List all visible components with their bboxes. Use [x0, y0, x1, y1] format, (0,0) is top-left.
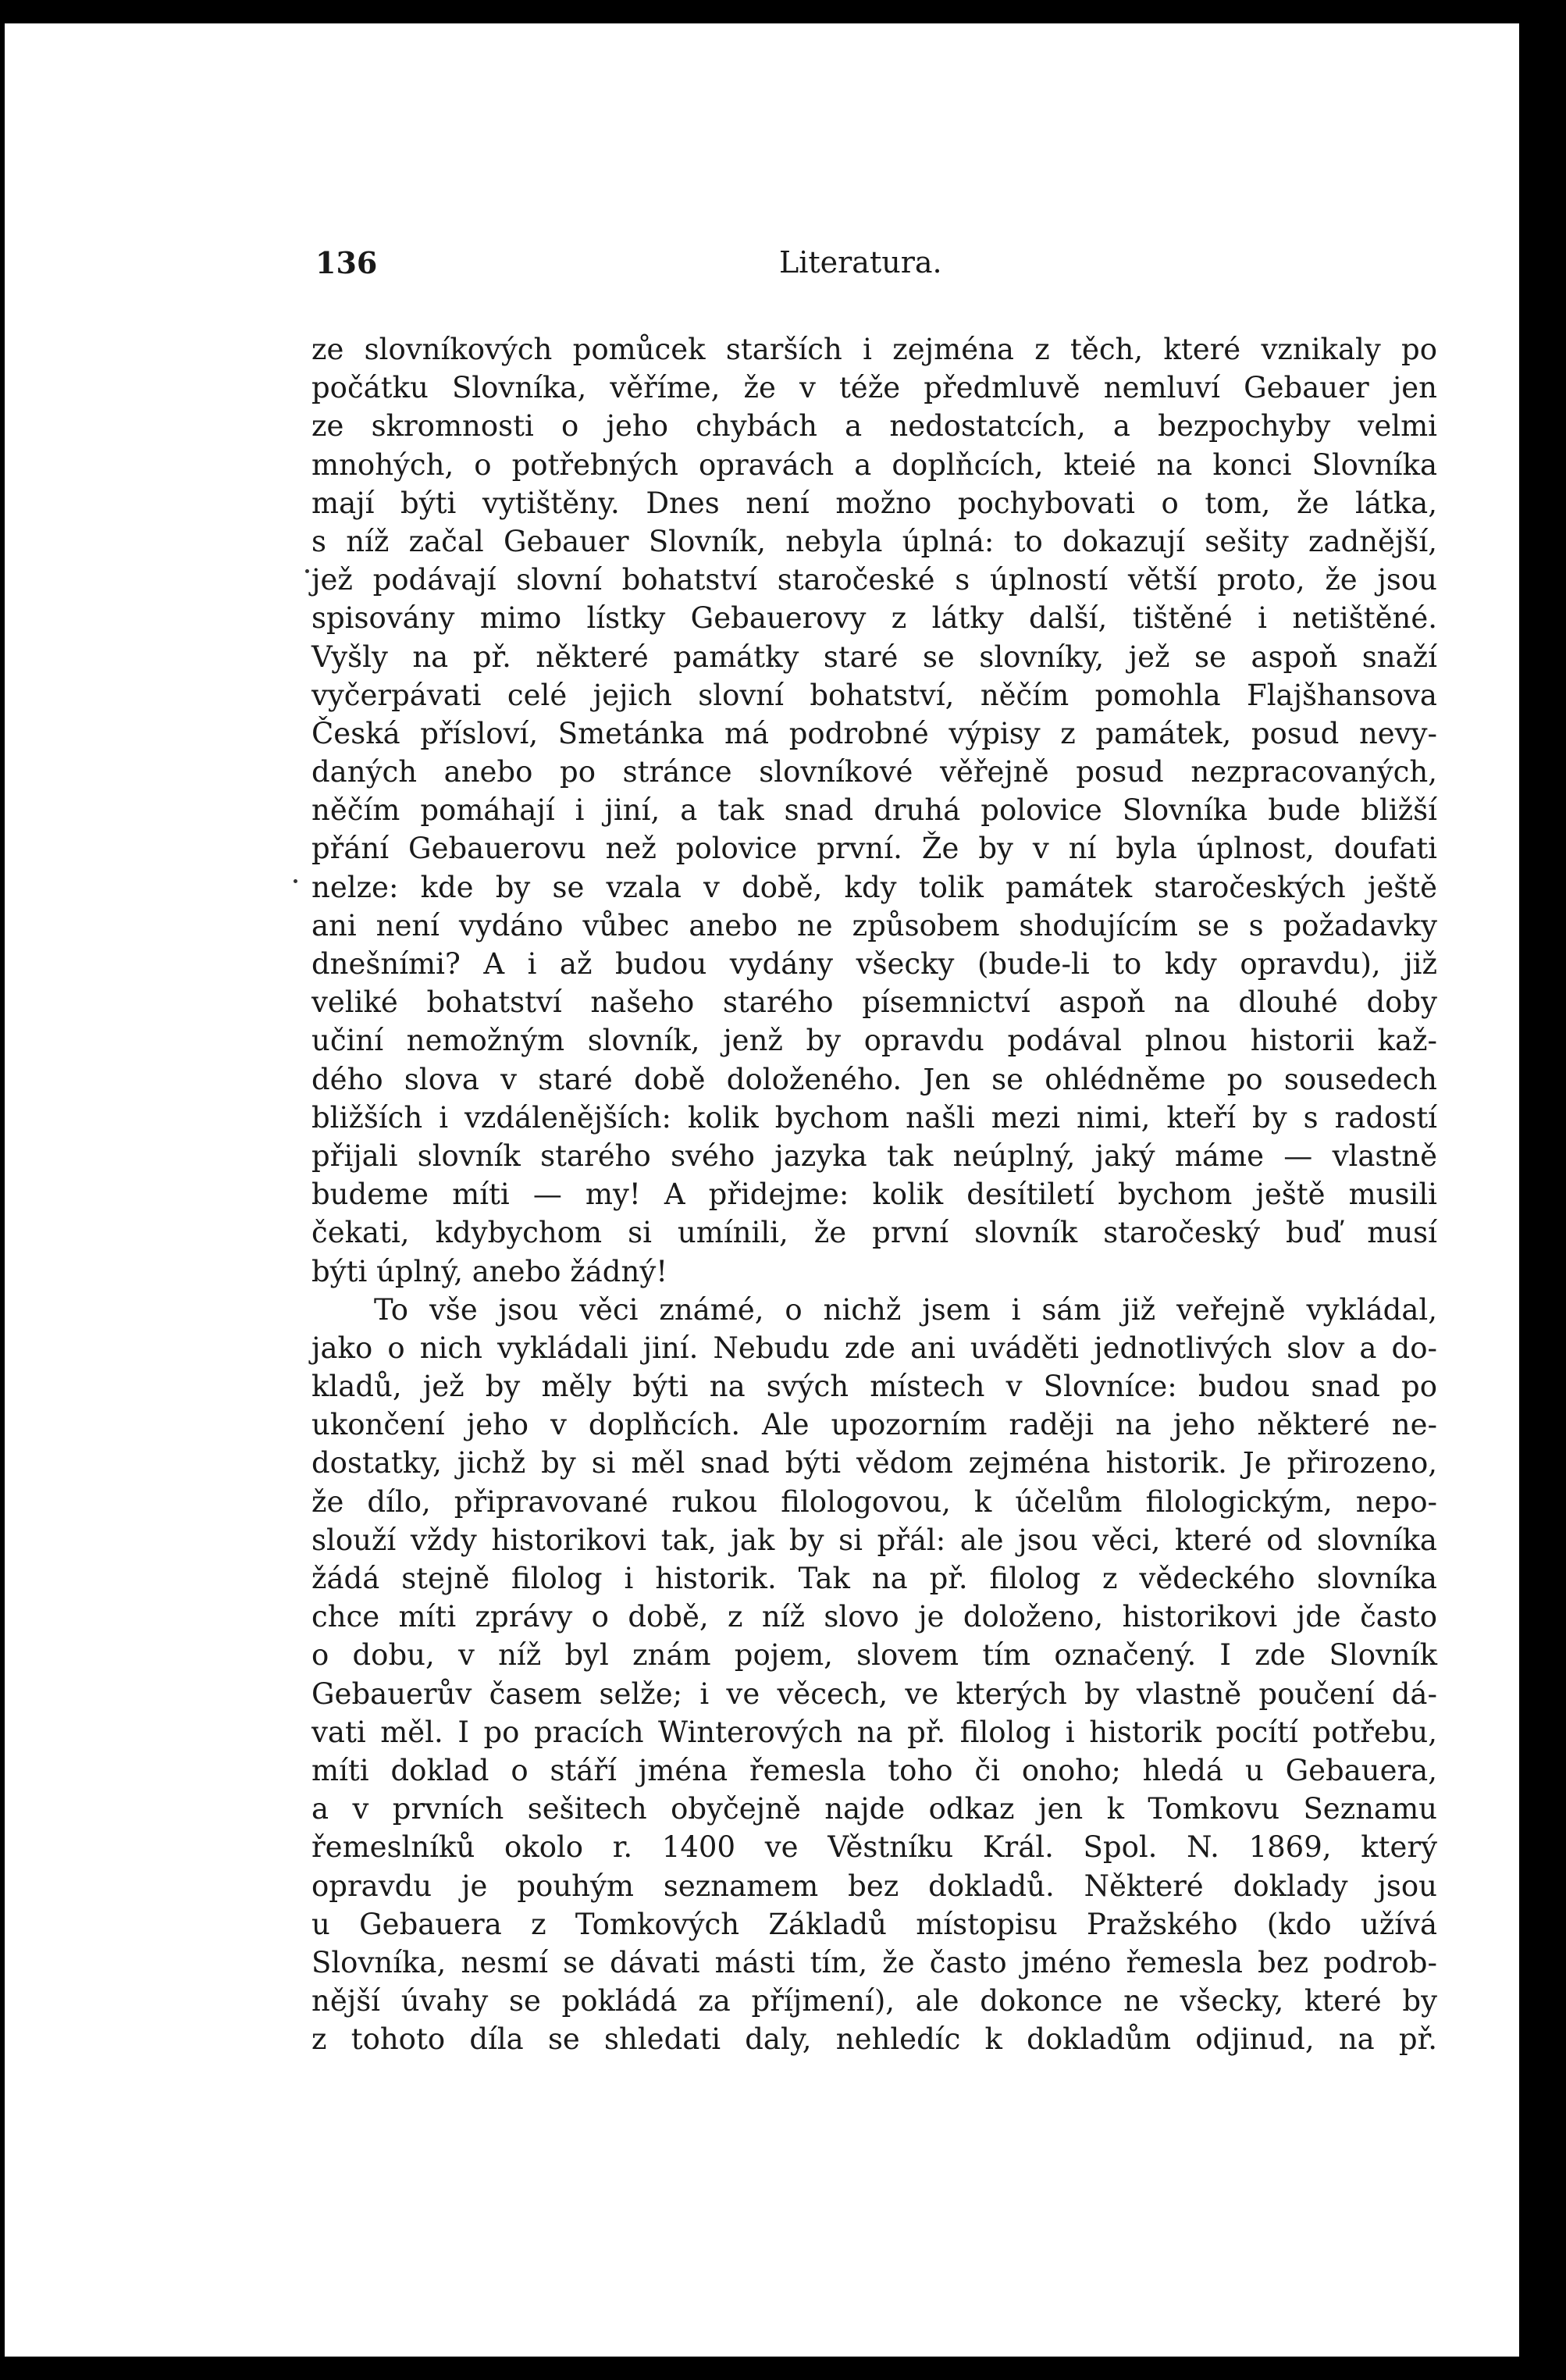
- text-line: učiní nemožným slovník, jenž by opravdu podával plnou historii kaž-: [311, 1024, 1437, 1058]
- text-line: jež podávají slovní bohatství staročeské s úplností větší proto, že jsou: [311, 563, 1437, 597]
- text-line: daných anebo po stránce slovníkové věřejně posud nezpracovaných,: [311, 755, 1437, 789]
- text-line: Gebauerův časem selže; i ve věcech, ve kterých by vlastně poučení dá-: [311, 1676, 1437, 1711]
- text-line: dostatky, jichž by si měl snad býti vědom zejména historik. Je přirozeno,: [311, 1446, 1437, 1480]
- text-line: slouží vždy historikovi tak, jak by si přál: ale jsou věci, které od slovníka: [311, 1523, 1437, 1557]
- text-line: něčím pomáhají i jiní, a tak snad druhá polovice Slovníka bude bližší: [311, 793, 1437, 828]
- text-line: Slovníka, nesmí se dávati másti tím, že často jméno řemesla bez podrob-: [311, 1945, 1437, 1979]
- text-line: o dobu, v níž byl znám pojem, slovem tím označený. I zde Slovník: [311, 1638, 1437, 1673]
- page-number: 136: [315, 245, 378, 280]
- text-line: ze skromnosti o jeho chybách a nedostatcích, a bezpochyby velmi: [311, 409, 1437, 444]
- text-line: že dílo, připravované rukou filologovou, k účelům filologickým, nepo-: [311, 1484, 1437, 1519]
- margin-dot-mark: [305, 569, 309, 573]
- text-line: nelze: kde by se vzala v době, kdy tolik památek staročeských ještě: [311, 870, 1437, 904]
- text-line: vyčerpávati celé jejich slovní bohatství, něčím pomohla Flajšhansova: [311, 678, 1437, 712]
- body-text: [311, 330, 1437, 2058]
- text-line: To vše jsou věci známé, o nichž jsem i sám již veřejně vykládal,: [374, 1292, 1437, 1327]
- text-line: a v prvních sešitech obyčejně najde odkaz jen k Tomkovu Seznamu: [311, 1792, 1437, 1826]
- text-line: Česká přísloví, Smetánka má podrobné výpisy z památek, posud nevy-: [311, 716, 1437, 750]
- text-line: žádá stejně filolog i historik. Tak na př. filolog z vědeckého slovníka: [311, 1562, 1437, 1595]
- text-line: počátku Slovníka, věříme, že v téže předmluvě nemluví Gebauer jen: [311, 371, 1437, 405]
- margin-dot-mark: [294, 879, 297, 883]
- text-line: jako o nich vykládali jiní. Nebudu zde ani uváděti jednotlivých slov a do-: [311, 1331, 1437, 1365]
- text-line: ze slovníkových pomůcek starších i zejména z těch, které vznikaly po: [311, 333, 1437, 366]
- text-line: býti úplný, anebo žádný!: [311, 1254, 668, 1288]
- text-line: bližších i vzdálenějších: kolik bychom našli mezi nimi, kteří by s radostí: [311, 1100, 1437, 1135]
- text-line: u Gebauera z Tomkových Základů místopisu Pražského (kdo užívá: [311, 1907, 1437, 1941]
- text-line: spisovány mimo lístky Gebauerovy z látky další, tištěné i netištěné.: [311, 601, 1437, 636]
- text-line: dnešními? A i až budou vydány všecky (bude-li to kdy opravdu), již: [311, 947, 1437, 981]
- text-line: ani není vydáno vůbec anebo ne způsobem shodujícím se s požadavky: [311, 908, 1437, 942]
- running-title: Literatura.: [779, 245, 942, 280]
- scan-edge: [1519, 0, 1566, 2380]
- text-line: dého slova v staré době doloženého. Jen se ohlédněme po sousedech: [311, 1062, 1437, 1096]
- text-line: veliké bohatství našeho starého písemnictví aspoň na dlouhé doby: [311, 985, 1437, 1020]
- text-line: ukončení jeho v doplňcích. Ale upozorním raději na jeho některé ne-: [311, 1408, 1437, 1442]
- text-line: s níž začal Gebauer Slovník, nebyla úplná: to dokazují sešity zadnější,: [311, 524, 1437, 558]
- text-line: míti doklad o stáří jména řemesla toho či onoho; hledá u Gebauera,: [311, 1753, 1437, 1787]
- text-line: řemeslníků okolo r. 1400 ve Věstníku Král. Spol. N. 1869, který: [311, 1830, 1437, 1865]
- text-line: budeme míti — my! A přidejme: kolik desítiletí bychom ještě musili: [311, 1178, 1437, 1212]
- text-line: mnohých, o potřebných opravách a doplňcích, kteié na konci Slovníka: [311, 447, 1437, 482]
- text-line: Vyšly na př. některé památky staré se slovníky, jež se aspoň snaží: [311, 640, 1437, 674]
- text-line: přání Gebauerovu než polovice první. Že by v ní byla úplnost, doufati: [311, 832, 1437, 866]
- text-line: čekati, kdybychom si umínili, že první slovník staročeský buď musí: [311, 1216, 1437, 1250]
- text-line: vati měl. I po pracích Winterových na př. filolog i historik pocítí potřebu,: [311, 1715, 1437, 1749]
- text-line: chce míti zprávy o době, z níž slovo je doloženo, historikovi jde často: [311, 1600, 1437, 1634]
- text-line: přijali slovník starého svého jazyka tak neúplný, jaký máme — vlastně: [311, 1138, 1437, 1173]
- text-line: nější úvahy se pokládá za příjmení), ale dokonce ne všecky, které by: [311, 1984, 1437, 2018]
- text-line: mají býti vytištěny. Dnes není možno pochybovati o tom, že látka,: [311, 486, 1437, 520]
- text-line: z tohoto díla se shledati daly, nehledíc k dokladům odjinud, na př.: [311, 2022, 1437, 2057]
- text-line: kladů, jež by měly býti na svých místech v Slovníce: budou snad po: [311, 1370, 1437, 1404]
- text-line: opravdu je pouhým seznamem bez dokladů. Některé doklady jsou: [311, 1869, 1437, 1903]
- page-header: [315, 245, 1435, 292]
- book-page: [5, 23, 1519, 2357]
